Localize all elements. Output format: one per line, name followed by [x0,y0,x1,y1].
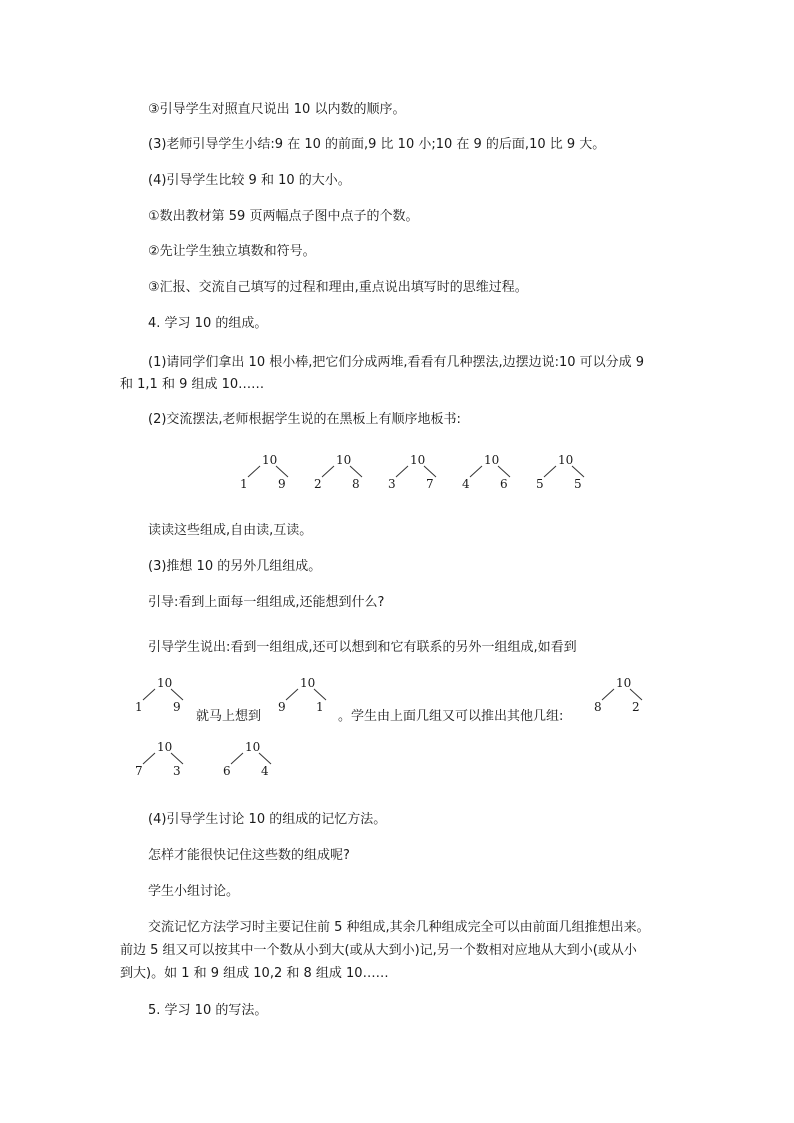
doc-line: 怎样才能很快记住这些数的组成呢? [148,848,350,863]
tree-left-branch [143,753,155,764]
tree-left-branch [396,466,408,477]
tree-left-part: 3 [388,477,396,491]
tree-right-branch [424,466,436,477]
tree-left-branch [470,466,482,477]
composition-tree [386,453,446,493]
tree-total: 10 [157,740,173,754]
tree-total: 10 [484,453,500,467]
tree-right-part: 1 [316,700,324,714]
tree-total: 10 [336,453,352,467]
tree-left-branch [602,689,614,700]
tree-right-part: 7 [426,477,434,491]
doc-line: ①数出教材第 59 页两幅点子图中点子的个数。 [148,209,419,224]
tree-total: 10 [262,453,278,467]
doc-line: 读读这些组成,自由读,互读。 [148,523,313,538]
tree-left-part: 6 [223,764,231,778]
tree-left-part: 2 [314,477,322,491]
doc-line: 交流记忆方法学习时主要记住前 5 种组成,其余几种组成完全可以由前面几组推想出来。 [148,920,650,935]
composition-tree [276,676,336,716]
tree-left-part: 8 [594,700,602,714]
doc-line: (1)请同学们拿出 10 根小棒,把它们分成两堆,看看有几种摆法,边摆边说:10 可以分成 9 [148,355,645,370]
tree-total: 10 [245,740,261,754]
doc-line: 引导学生说出:看到一组组成,还可以想到和它有联系的另外一组组成,如看到 [148,640,577,655]
tree-total: 10 [410,453,426,467]
tree-total: 10 [558,453,574,467]
doc-line: (2)交流摆法,老师根据学生说的在黑板上有顺序地板书: [148,412,461,427]
tree-right-branch [314,689,326,700]
tree-right-branch [259,753,271,764]
doc-line: ②先让学生独立填数和符号。 [148,244,316,259]
tree-left-part: 4 [462,477,470,491]
tree-left-branch [231,753,243,764]
doc-line: (4)引导学生讨论 10 的组成的记忆方法。 [148,812,387,827]
tree-right-part: 9 [173,700,181,714]
tree-right-branch [350,466,362,477]
inline-text: 就马上想到 [196,709,262,724]
doc-line: 和 1,1 和 9 组成 10…… [120,377,265,392]
composition-tree [133,740,193,780]
tree-right-part: 3 [173,764,181,778]
doc-line: 引导:看到上面每一组组成,还能想到什么? [148,595,385,610]
tree-right-part: 8 [352,477,360,491]
composition-tree [460,453,520,493]
tree-right-part: 4 [261,764,269,778]
tree-right-branch [630,689,642,700]
section-heading: 4. 学习 10 的组成。 [148,316,268,331]
tree-right-branch [171,753,183,764]
composition-tree [592,676,652,716]
tree-right-part: 5 [574,477,582,491]
tree-right-part: 6 [500,477,508,491]
doc-line: 到大)。如 1 和 9 组成 10,2 和 8 组成 10…… [120,966,389,981]
tree-left-branch [544,466,556,477]
section-heading: 5. 学习 10 的写法。 [148,1003,268,1018]
tree-total: 10 [157,676,173,690]
tree-left-part: 1 [135,700,143,714]
composition-tree [133,676,193,716]
tree-left-part: 5 [536,477,544,491]
tree-left-branch [286,689,298,700]
tree-left-part: 9 [278,700,286,714]
tree-left-part: 1 [240,477,248,491]
composition-tree [238,453,298,493]
doc-line: 前边 5 组又可以按其中一个数从小到大(或从大到小)记,另一个数相对应地从大到小(或从小 [120,943,637,958]
tree-left-branch [322,466,334,477]
composition-tree [221,740,281,780]
tree-right-branch [171,689,183,700]
tree-right-part: 9 [278,477,286,491]
composition-tree [312,453,372,493]
doc-line: (3)老师引导学生小结:9 在 10 的前面,9 比 10 小;10 在 9 的后面,10 比 9 大。 [148,137,606,152]
tree-right-branch [572,466,584,477]
inline-text: 。学生由上面几组又可以推出其他几组: [338,709,564,724]
doc-line: 学生小组讨论。 [148,884,240,899]
tree-right-branch [498,466,510,477]
tree-total: 10 [300,676,316,690]
tree-left-branch [143,689,155,700]
tree-right-branch [276,466,288,477]
tree-total: 10 [616,676,632,690]
doc-line: (4)引导学生比较 9 和 10 的大小。 [148,173,351,188]
tree-right-part: 2 [632,700,640,714]
tree-left-part: 7 [135,764,143,778]
doc-line: ③引导学生对照直尺说出 10 以内数的顺序。 [148,102,406,117]
doc-line: (3)推想 10 的另外几组组成。 [148,559,322,574]
doc-line: ③汇报、交流自己填写的过程和理由,重点说出填写时的思维过程。 [148,280,528,295]
tree-left-branch [248,466,260,477]
composition-tree [534,453,594,493]
